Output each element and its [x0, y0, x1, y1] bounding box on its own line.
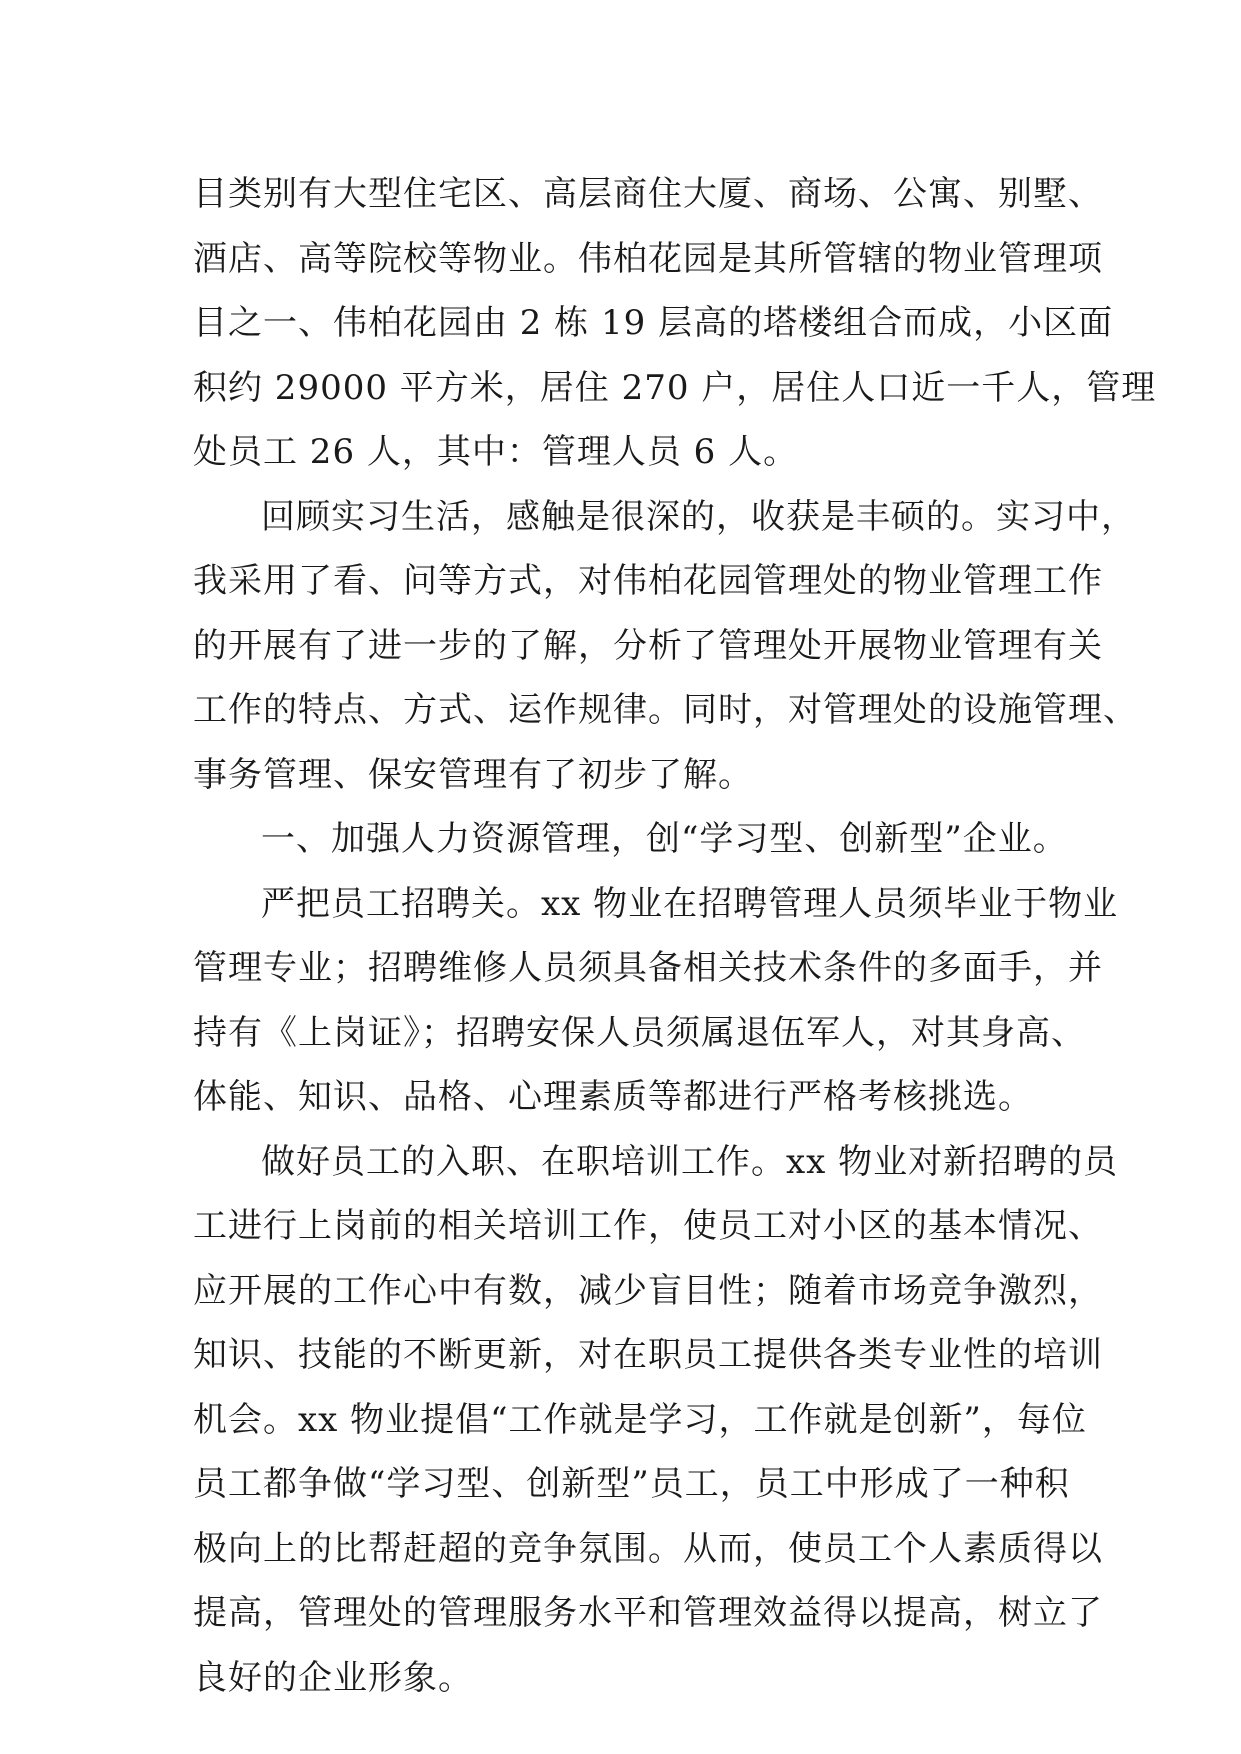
- text-line: 酒店、高等院校等物业。伟柏花园是其所管辖的物业管理项: [193, 238, 1103, 279]
- text-line: 工进行上岗前的相关培训工作，使员工对小区的基本情况、: [193, 1206, 1103, 1246]
- text-line: 提高，管理处的管理服务水平和管理效益得以提高，树立了: [193, 1593, 1103, 1633]
- text-line: 积约 29000 平方米，居住 270 户，居住人口近一千人，管理: [193, 367, 1157, 408]
- text-line: 事务管理、保安管理有了初步了解。: [193, 754, 753, 795]
- text-line: 的开展有了进一步的了解，分析了管理处开展物业管理有关: [193, 625, 1103, 666]
- text-line: 我采用了看、问等方式，对伟柏花园管理处的物业管理工作: [193, 561, 1103, 601]
- text-line: 目类别有大型住宅区、高层商住大厦、商场、公寓、别墅、: [193, 174, 1103, 214]
- text-line: 极向上的比帮赶超的竞争氛围。从而，使员工个人素质得以: [193, 1528, 1103, 1569]
- text-line: 应开展的工作心中有数，减少盲目性；随着市场竞争激烈，: [193, 1270, 1103, 1311]
- text-line: 体能、知识、品格、心理素质等都进行严格考核挑选。: [193, 1077, 1033, 1117]
- text-line: 知识、技能的不断更新，对在职员工提供各类专业性的培训: [193, 1335, 1103, 1375]
- text-line: 员工都争做“学习型、创新型”员工，员工中形成了一种积: [193, 1464, 1070, 1504]
- paragraph-start-line: 回顾实习生活，感触是很深的，收获是丰硕的。实习中，: [261, 496, 1136, 537]
- text-line: 目之一、伟柏花园由 2 栋 19 层高的塔楼组合而成，小区面: [193, 303, 1114, 343]
- document-body: [193, 162, 1157, 1710]
- text-line: 处员工 26 人，其中：管理人员 6 人。: [193, 432, 799, 472]
- text-line: 持有《上岗证》；招聘安保人员须属退伍军人，对其身高、: [193, 1012, 1086, 1053]
- paragraph-start-line: 严把员工招聘关。xx 物业在招聘管理人员须毕业于物业: [261, 883, 1119, 924]
- text-line: 管理专业；招聘维修人员须具备相关技术条件的多面手，并: [193, 948, 1103, 988]
- text-line: 工作的特点、方式、运作规律。同时，对管理处的设施管理、: [193, 690, 1138, 730]
- paragraph-start-line: 一、加强人力资源管理，创“学习型、创新型”企业。: [261, 819, 1068, 859]
- paragraph-start-line: 做好员工的入职、在职培训工作。xx 物业对新招聘的员: [261, 1141, 1119, 1182]
- text-line: 机会。xx 物业提倡“工作就是学习，工作就是创新”，每位: [193, 1399, 1087, 1440]
- text-line: 良好的企业形象。: [193, 1657, 473, 1698]
